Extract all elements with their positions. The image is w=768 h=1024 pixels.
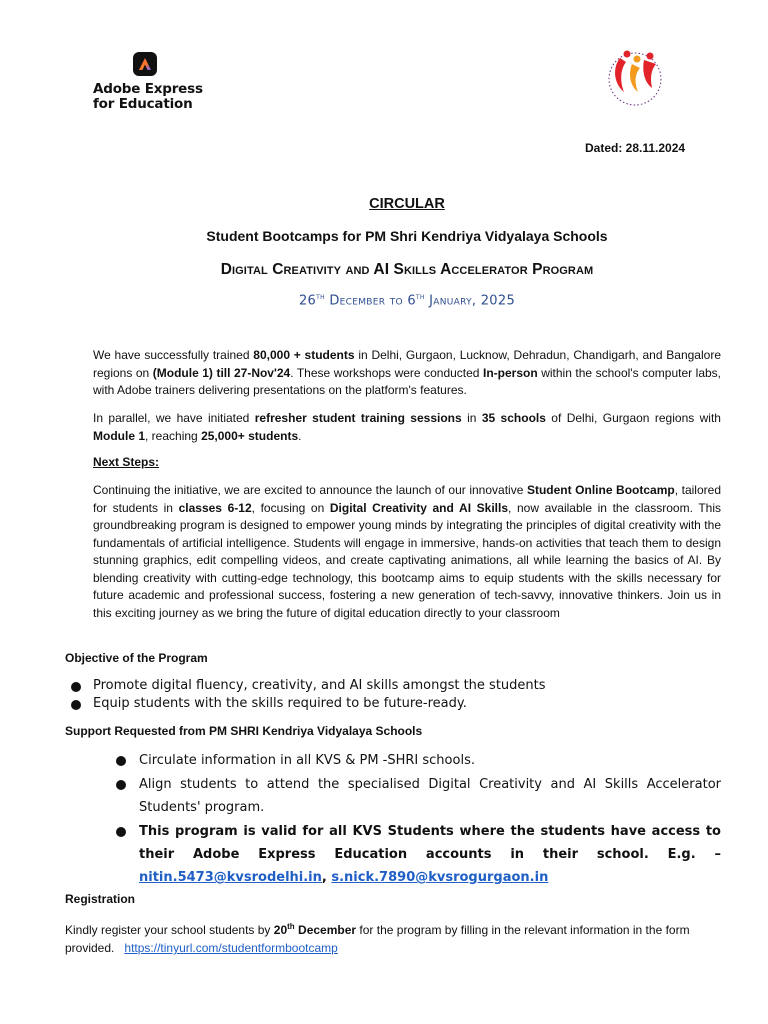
- circular-subtitle: Student Bootcamps for PM Shri Kendriya Vidyalaya Schools: [206, 228, 608, 244]
- adobe-express-logo: [93, 52, 213, 112]
- bullet-icon: [71, 700, 81, 710]
- adobe-express-icon: [133, 52, 157, 76]
- registration-heading: Registration: [65, 892, 136, 906]
- bullet-icon: [116, 827, 126, 837]
- email-link-gurgaon[interactable]: s.nick.7890@kvsrogurgaon.in: [331, 870, 549, 885]
- date-line: Dated: 28.11.2024: [585, 141, 686, 155]
- registration-form-link[interactable]: https://tinyurl.com/studentformbootcamp: [124, 941, 338, 955]
- registration-text: Kindly register your school students by 20th December for the program by filling in the relevant information in the form provided. https://tinyurl.com/studentformbootcamp: [65, 922, 690, 955]
- support-list: [139, 749, 721, 890]
- paragraph-refresher: In parallel, we have initiated refresher student training sessions in 35 schools of Delhi, Gurgaon regions with Module 1, reaching 25,000+ students.: [93, 411, 721, 443]
- list-item: Circulate information in all KVS & PM -SHRI schools.: [139, 749, 721, 772]
- adobe-logo-line1: Adobe Express: [93, 81, 203, 97]
- bullet-icon: [116, 780, 126, 790]
- paragraph-bootcamp: Continuing the initiative, we are excited to announce the launch of our innovative Student Online Bootcamp, tailored for students in classes 6-12, focusing on Digital Creativity and AI Skills, now available in the classroom. This groundbreaking program is designed to empower young minds by integrating the principles of digital creativity with the fundamentals of artificial intelligence. Students will engage in immersive, hands-on activities that teach them to design stunning graphics, edit compelling videos, and create captivating animations, all while learning the basics of AI. By blending creativity with cutting-edge technology, this bootcamp aims to equip students with the skills necessary for future academic and professional success, fostering a new generation of tech-savvy, innovative thinkers. Join us in this exciting journey as we bring the future of digital education directly to your classroom: [93, 483, 721, 620]
- circular-title: CIRCULAR: [369, 196, 445, 212]
- next-steps-heading: Next Steps:: [93, 455, 160, 469]
- list-item: Align students to attend the specialised Digital Creativity and AI Skills Accelerator Students' program.: [139, 773, 721, 819]
- list-item: This program is valid for all KVS Students where the students have access to their Adobe Express Education accounts in their school. E.g. – nitin.5473@kvsrodelhi.in, s.nick.7890@kvsrogurgaon.in: [139, 820, 721, 889]
- objective-list: [93, 677, 693, 713]
- program-title: Digital Creativity and AI Skills Accelerator Program: [220, 261, 594, 278]
- adobe-logo-line2: for Education: [93, 96, 193, 112]
- list-item: Promote digital fluency, creativity, and AI skills amongst the students: [93, 677, 693, 695]
- email-link-delhi[interactable]: nitin.5473@kvsrodelhi.in: [139, 870, 322, 885]
- support-heading: Support Requested from PM SHRI Kendriya Vidyalaya Schools: [65, 724, 423, 738]
- bullet-icon: [71, 682, 81, 692]
- list-item: Equip students with the skills required to be future-ready.: [93, 695, 693, 713]
- pm-shri-logo: [598, 44, 672, 110]
- paragraph-training: We have successfully trained 80,000 + students in Delhi, Gurgaon, Lucknow, Dehradun, Chandigarh, and Bangalore regions on (Module 1) till 27-Nov'24. These workshops were conducted In-person within the school's computer labs, with Adobe trainers delivering presentations on the platform's features.: [93, 348, 721, 397]
- program-dates: 26th December to 6th January, 2025: [298, 292, 516, 309]
- bullet-icon: [116, 756, 126, 766]
- objective-heading: Objective of the Program: [65, 651, 208, 665]
